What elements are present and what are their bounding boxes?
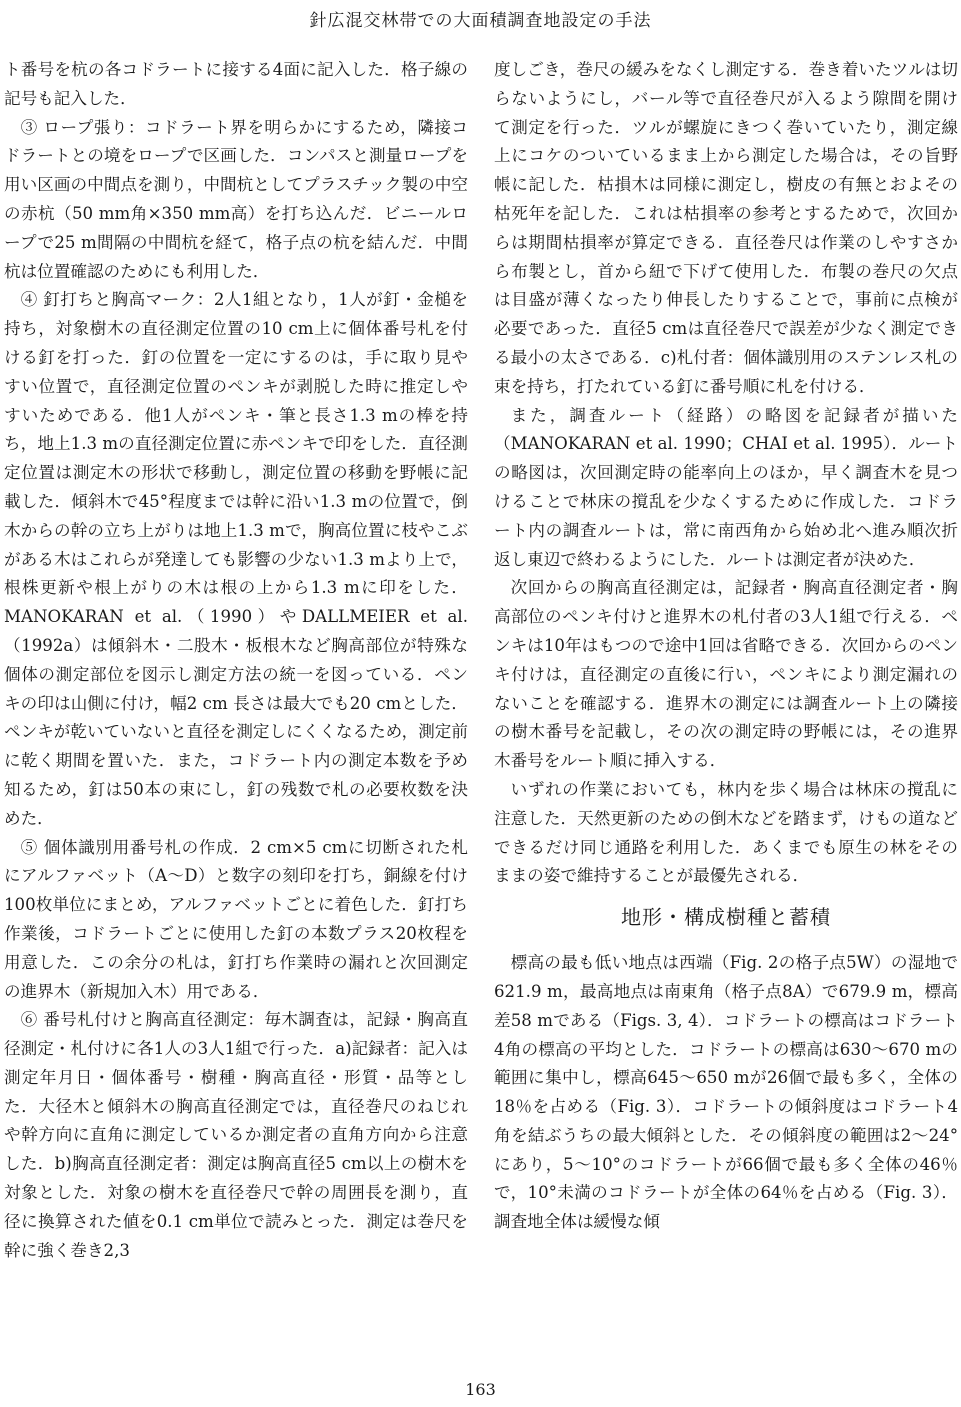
- paragraph-rope-setting: ③ ロープ張り：コドラート界を明らかにするため，隣接コドラートとの境をロープで区画した．コンパスと測量ロープを用い区画の中間点を測り，中間杭としてプラスチック製の中空の赤杭（50 mm角×350 mm高）を打ち込んだ．ビニールロープで25 m間隔の中間杭を経て，格子点の杭を結んだ．中間杭は位置確認のためにも利用した．: [4, 117, 468, 281]
- paragraph-tagging-dbh-measurement: ⑥ 番号札付けと胸高直径測定：毎木調査は，記録・胸高直径測定・札付けに各1人の3人1組で行った．a)記録者：記入は測定年月日・個体番号・樹種・胸高直径・形質・品等とした．大径木と傾斜木の胸高直径測定では，直径巻尺のねじれや幹方向に直角に測定しているか測定者の直角方向から注意した．b)胸高直径測定者：測定は胸高直径5 cm以上の樹木を対象とした．対象の樹木を直径巻尺で幹の周囲長を測り，直径に換算された値を0.1 cm単位で読みとった．測定は巻尺を幹に強く巻き2,3: [4, 1010, 468, 1260]
- paragraph-tag-preparation: ⑤ 個体識別用番号札の作成．2 cm×5 cmに切断された札にアルファベット（A～D）と数字の刻印を打ち，銅線を付け100枚単位にまとめ，アルファベットごとに着色した．釘打ち作業後，コドラートごとに使用した釘の本数プラス20枚程を用意した．この余分の札は，釘打ち作業時の漏れと次回測定の進界木（新規加入木）用である．: [4, 837, 468, 1001]
- paragraph-quadrat-marking: ト番号を杭の各コドラートに接する4面に記入した．格子線の記号も記入した．: [4, 60, 468, 108]
- paragraph-forest-floor-care: いずれの作業においても，林内を歩く場合は林床の撹乱に注意した．天然更新のための倒木などを踏まず，けもの道などできるだけ同じ通路を利用した．あくまでも原生の林をそのままの姿で維持することが最優先される．: [494, 779, 958, 886]
- paragraph-remeasurement: 次回からの胸高直径測定は，記録者・胸高直径測定者・胸高部位のペンキ付けと進界木の札付者の3人1組で行える．ペンキは10年はもつので途中1回は省略できる．次回からのペンキ付けは，直径測定の直後に行い，ペンキにより測定漏れのないことを確認する．進界木の測定には調査ルート上の隣接の樹木番号を記載し，その次の測定時の野帳には，その進界木番号をルート順に挿入する．: [494, 578, 958, 771]
- left-column: [4, 56, 468, 1366]
- page-number: 163: [465, 1380, 496, 1399]
- paragraph-survey-route: また，調査ルート（経路）の略図を記録者が描いた（MANOKARAN et al. 1990；CHAI et al. 1995）．ルートの略図は，次回測定時の能率向上のほか，早く調査木を見つけることで林床の撹乱を少なくするために作成した．コドラート内の調査ルートは，常に南西角から始め北へ進み順次折返し東辺で終わるようにした．ルートは測定者が決めた．: [494, 405, 958, 569]
- paragraph-measurement-details: 度しごき，巻尺の緩みをなくし測定する．巻き着いたツルは切らないようにし，バール等で直径巻尺が入るよう隙間を開けて測定を行った．ツルが螺旋にきつく巻いていたり，測定線上にコケのついているまま上から測定した場合は，その旨野帳に記した．枯損木は同様に測定し，樹皮の有無とおよその枯死年を記した．これは枯損率の参考とするためで，次回からは期間枯損率が算定できる．直径巻尺は作業のしやすさから布製とし，首から紐で下げて使用した．布製の巻尺の欠点は目盛が薄くなったり伸長したりすることで，事前に点検が必要であった．直径5 cmは直径巻尺で誤差が少なく測定できる最小の太さである．c)札付者：個体識別用のステンレス札の束を持ち，打たれている釘に番号順に札を付ける．: [494, 60, 958, 396]
- paragraph-topography: 標高の最も低い地点は西端（Fig. 2の格子点5W）の湿地で621.9 m，最高地点は南東角（格子点8A）で679.9 m，標高差58 mである（Figs. 3, 4）．コドラートの標高はコドラート4角の標高の平均とした．コドラートの標高は630～670 mの範囲に集中し，標高645～650 mが26個で最も多く，全体の18％を占める（Fig. 3）．コドラートの傾斜度はコドラート4角を結ぶうちの最大傾斜とした．その傾斜度の範囲は2～24°にあり，5～10°のコドラートが66個で最も多く全体の46％で，10°未満のコドラートが全体の64％を占める（Fig. 3）．調査地全体は緩慢な傾: [494, 953, 958, 1232]
- paragraph-nailing-breast-height-mark: ④ 釘打ちと胸高マーク：2人1組となり，1人が釘・金槌を持ち，対象樹木の直径測定位置の10 cm上に個体番号札を付ける釘を打った．釘の位置を一定にするのは，手に取り見やすい位置で，直径測定位置のペンキが剥脱した時に推定しやすいためである．他1人がペンキ・筆と長さ1.3 mの棒を持ち，地上1.3 mの直径測定位置に赤ペンキで印をした．直径測定位置は測定木の形状で移動し，測定位置の移動を野帳に記載した．傾斜木で45°程度までは幹に沿い1.3 mの位置で，倒木からの幹の立ち上がりは地上1.3 mで，胸高位置に枝やこぶがある木はこれらが発達しても影響の少ない1.3 mより上で，根株更新や根上がりの木は根の上から1.3 mに印をした．MANOKARAN et al.（1990）やDALLMEIER et al.（1992a）は傾斜木・二股木・板根木など胸高部位が特殊な個体の測定部位を図示し測定方法の統一を図っている．ペンキの印は山側に付け，幅2 cm 長さは最大でも20 cmとした．ペンキが乾いていないと直径を測定しにくくなるため，測定前に乾く期間を置いた．また，コドラート内の測定本数を予め知るため，釘は50本の束にし，釘の残数で札の必要枚数を決めた．: [4, 290, 468, 828]
- right-column: [494, 56, 958, 1366]
- running-head: 針広混交林帯での大面積調査地設定の手法: [309, 11, 652, 31]
- section-heading: 地形・構成樹種と蓄積: [621, 905, 831, 930]
